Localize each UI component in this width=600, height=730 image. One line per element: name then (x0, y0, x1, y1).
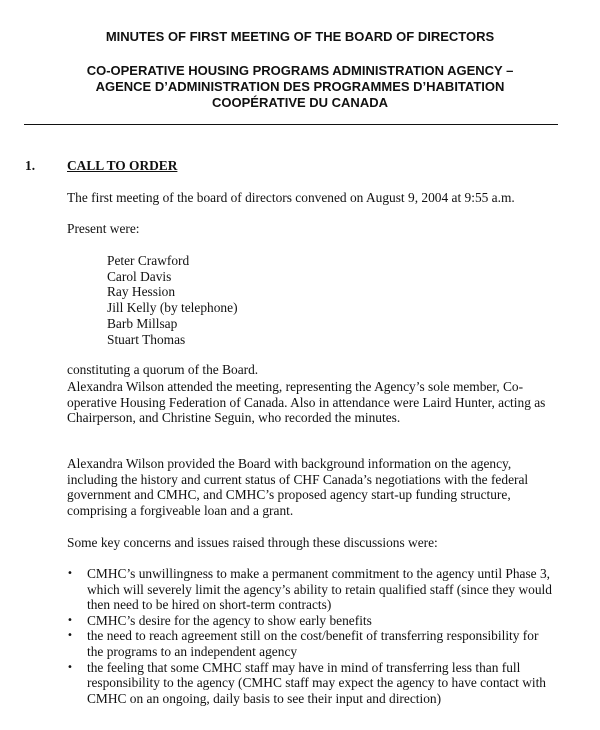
bullet-icon: • (67, 630, 73, 642)
agency-name-line-french: AGENCE D’ADMINISTRATION DES PROGRAMMES D’HABITATION (95, 79, 505, 94)
attendance-paragraph: Alexandra Wilson attended the meeting, representing the Agency’s sole member, Co-operative Housing Federation of Canada. Also in attendance were Laird Hunter, acting as Chairperson, and Christine Seguin, who recorded the minutes. (67, 379, 546, 426)
quorum-paragraph: constituting a quorum of the Board. (67, 362, 259, 377)
bullet-icon: • (67, 614, 73, 626)
concern-text: CMHC’s unwillingness to make a permanent commitment to the agency until Phase 3, which will severely limit the agency’s ability to retain qualified staff (since they would then need to be hired on short-term contracts) (87, 566, 552, 613)
list-item (67, 613, 557, 629)
agency-name (0, 63, 600, 111)
agency-name-line-french-continued: COOPÉRATIVE DU CANADA (212, 95, 388, 110)
document-title: MINUTES OF FIRST MEETING OF THE BOARD OF DIRECTORS (105, 29, 495, 44)
background-paragraph: Alexandra Wilson provided the Board with background information on the agency, including the history and current status of CHF Canada’s negotiations with the federal government and CMHC, and CMHC’s proposed agency start-up funding structure, comprising a forgiveable loan and a grant. (67, 456, 529, 518)
present-label: Present were: (67, 221, 140, 236)
concern-text: the need to reach agreement still on the cost/benefit of transferring responsibility for the programs to an independent agency (87, 628, 539, 659)
attendee-name: Peter Crawford (107, 253, 190, 268)
attendee-name: Stuart Thomas (107, 331, 186, 347)
list-item (67, 628, 557, 659)
section-number: 1. (25, 158, 36, 173)
list-item (67, 660, 557, 707)
bullet-icon: • (67, 568, 73, 579)
attendee-name: Barb Millsap (107, 315, 178, 331)
header-divider (24, 124, 558, 125)
attendee-list (107, 253, 238, 347)
convened-paragraph: The first meeting of the board of directors convened on August 9, 2004 at 9:55 a.m. (67, 190, 515, 205)
section-title: CALL TO ORDER (67, 158, 178, 173)
concerns-intro: Some key concerns and issues raised through these discussions were: (67, 535, 438, 550)
agency-name-line-english: CO-OPERATIVE HOUSING PROGRAMS ADMINISTRATION AGENCY – (86, 63, 514, 78)
list-item (67, 566, 557, 613)
concern-text: the feeling that some CMHC staff may have in mind of transferring less than full responsibility to the agency (CMHC staff may expect the agency to have contact with CMHC on an ongoing, daily basis to see their input and direction) (87, 659, 546, 706)
attendee-name: Jill Kelly (by telephone) (107, 300, 238, 316)
attendee-name: Ray Hession (107, 284, 176, 300)
bullet-icon: • (67, 661, 73, 673)
attendee-name: Carol Davis (107, 268, 172, 284)
concerns-list (67, 566, 557, 706)
concern-text: CMHC’s desire for the agency to show early benefits (87, 612, 372, 628)
